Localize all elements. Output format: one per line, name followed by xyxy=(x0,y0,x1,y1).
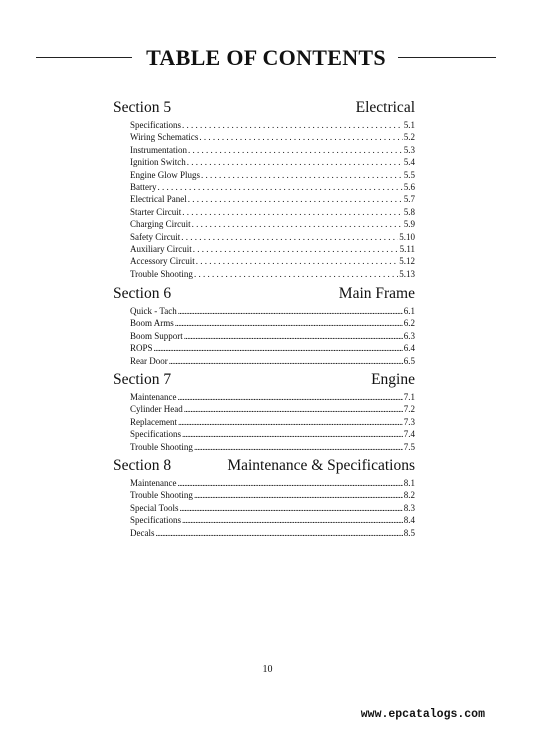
toc-header xyxy=(36,44,496,74)
entry-page: 7.1 xyxy=(403,392,415,402)
entry-page: 5.4 xyxy=(403,157,415,168)
toc-section-5 xyxy=(113,98,415,280)
toc-entry[interactable] xyxy=(130,131,415,143)
toc-entry[interactable] xyxy=(130,489,415,501)
entry-list xyxy=(130,119,415,280)
toc-entry[interactable] xyxy=(130,144,415,156)
entry-page: 6.5 xyxy=(403,355,415,366)
entry-page: 7.3 xyxy=(403,416,415,427)
entry-list xyxy=(130,477,415,539)
entry-label: Specifications xyxy=(130,120,181,130)
section-name: Main Frame xyxy=(338,285,415,302)
toc-entry[interactable] xyxy=(130,156,415,168)
entry-page: 6.3 xyxy=(403,330,415,341)
dot-leader xyxy=(184,330,403,342)
entry-label: Maintenance xyxy=(130,392,177,402)
section-name: Engine xyxy=(371,371,415,388)
toc-entry[interactable] xyxy=(130,169,415,181)
entry-label: Specifications xyxy=(130,429,181,440)
entry-page: 5.2 xyxy=(403,132,415,143)
dot-leader xyxy=(201,169,403,181)
entry-list xyxy=(130,305,415,367)
entry-label: Special Tools xyxy=(130,502,179,513)
toc-entry[interactable] xyxy=(130,119,415,131)
entry-label: Trouble Shooting xyxy=(130,490,193,501)
entry-label: Wiring Schematics xyxy=(130,132,199,143)
entry-label: Boom Support xyxy=(130,330,183,341)
toc-entry[interactable] xyxy=(130,268,415,280)
section-name: Electrical xyxy=(355,99,415,116)
entry-label: Ignition Switch xyxy=(130,157,186,168)
toc-entry[interactable] xyxy=(130,193,415,205)
entry-label: Safety Circuit xyxy=(130,231,181,242)
toc-entry[interactable] xyxy=(130,416,415,428)
page-number: 10 xyxy=(262,664,273,675)
entry-page: 7.2 xyxy=(403,404,415,415)
entry-label: Accessory Circuit xyxy=(130,256,195,267)
entry-page: 8.1 xyxy=(403,478,415,488)
dot-leader xyxy=(175,317,403,329)
dot-leader xyxy=(196,255,399,267)
entry-label: Quick - Tach xyxy=(130,306,177,316)
entry-label: Decals xyxy=(130,527,155,538)
toc-entry[interactable] xyxy=(130,441,415,453)
entry-page: 5.1 xyxy=(403,120,415,130)
entry-page: 5.5 xyxy=(403,169,415,180)
section-heading xyxy=(113,456,415,476)
entry-page: 5.7 xyxy=(403,194,415,205)
entry-label: Auxiliary Circuit xyxy=(130,243,192,254)
entry-page: 8.4 xyxy=(403,515,415,526)
dot-leader xyxy=(169,355,403,367)
entry-label: Battery xyxy=(130,181,157,192)
dot-leader xyxy=(187,156,403,168)
entry-label: Replacement xyxy=(130,416,177,427)
toc-entry[interactable] xyxy=(130,514,415,526)
dot-leader xyxy=(194,268,398,280)
toc-entry[interactable] xyxy=(130,243,415,255)
toc-entry[interactable] xyxy=(130,181,415,193)
toc-entry[interactable] xyxy=(130,255,415,267)
entry-page: 8.3 xyxy=(403,502,415,513)
toc-entry[interactable] xyxy=(130,206,415,218)
section-number: Section 5 xyxy=(113,99,172,116)
entry-label: Charging Circuit xyxy=(130,219,191,230)
toc-entry[interactable] xyxy=(130,218,415,230)
toc-entry[interactable] xyxy=(130,317,415,329)
section-name: Maintenance & Specifications xyxy=(227,457,415,474)
entry-page: 5.6 xyxy=(403,181,415,192)
section-heading xyxy=(113,370,415,390)
toc-entry[interactable] xyxy=(130,403,415,415)
toc-entry[interactable] xyxy=(130,391,415,403)
toc-entry[interactable] xyxy=(130,231,415,243)
toc-entry[interactable] xyxy=(130,502,415,514)
dot-leader xyxy=(182,119,403,131)
entry-page: 8.2 xyxy=(403,490,415,501)
dot-leader xyxy=(194,441,403,453)
section-heading xyxy=(113,284,415,304)
entry-label: Electrical Panel xyxy=(130,194,187,205)
entry-page: 7.4 xyxy=(403,429,415,440)
dot-leader xyxy=(199,131,402,143)
dot-leader xyxy=(177,391,402,403)
entry-page: 5.10 xyxy=(399,231,415,242)
entry-page: 6.4 xyxy=(403,343,415,354)
section-number: Section 6 xyxy=(113,285,172,302)
footer-url[interactable]: www.epcatalogs.com xyxy=(360,708,485,721)
entry-label: ROPS xyxy=(130,343,153,354)
page-title: TABLE OF CONTENTS xyxy=(146,45,386,70)
dot-leader xyxy=(178,416,403,428)
entry-label: Rear Door xyxy=(130,355,168,366)
dot-leader xyxy=(193,243,399,255)
toc-entry[interactable] xyxy=(130,477,415,489)
entry-label: Boom Arms xyxy=(130,318,174,329)
toc-section-8 xyxy=(113,456,415,539)
entry-label: Starter Circuit xyxy=(130,206,182,217)
dot-leader xyxy=(192,218,403,230)
dot-leader xyxy=(178,305,403,317)
entry-page: 5.11 xyxy=(399,243,415,254)
entry-label: Trouble Shooting xyxy=(130,441,193,452)
dot-leader xyxy=(188,144,403,156)
dot-leader xyxy=(182,206,403,218)
entry-page: 5.12 xyxy=(399,256,415,267)
entry-page: 5.13 xyxy=(399,268,415,279)
entry-page: 8.5 xyxy=(403,527,415,538)
entry-list xyxy=(130,391,415,453)
dot-leader xyxy=(179,502,402,514)
dot-leader xyxy=(188,193,403,205)
toc-entry[interactable] xyxy=(130,330,415,342)
entry-label: Instrumentation xyxy=(130,144,187,155)
title-rule-right xyxy=(398,57,496,58)
entry-page: 7.5 xyxy=(403,441,415,452)
section-number: Section 7 xyxy=(113,371,172,388)
dot-leader xyxy=(182,514,403,526)
entry-label: Engine Glow Plugs xyxy=(130,169,201,180)
section-number: Section 8 xyxy=(113,457,172,474)
entry-page: 5.3 xyxy=(403,144,415,155)
toc-entry[interactable] xyxy=(130,355,415,367)
entry-label: Cylinder Head xyxy=(130,404,183,415)
dot-leader xyxy=(181,231,398,243)
toc-entry[interactable] xyxy=(130,428,415,440)
dot-leader xyxy=(184,403,403,415)
toc-section-6 xyxy=(113,284,415,367)
entry-page: 6.2 xyxy=(403,318,415,329)
entry-page: 5.9 xyxy=(403,219,415,230)
toc-entry[interactable] xyxy=(130,527,415,539)
dot-leader xyxy=(194,489,403,501)
dot-leader xyxy=(182,428,403,440)
section-heading xyxy=(113,98,415,118)
toc-entry[interactable] xyxy=(130,342,415,354)
entry-label: Trouble Shooting xyxy=(130,268,193,279)
dot-leader xyxy=(158,181,403,193)
entry-label: Maintenance xyxy=(130,478,177,488)
entry-label: Specifications xyxy=(130,515,181,526)
entry-page: 5.8 xyxy=(403,206,415,217)
entry-page: 6.1 xyxy=(403,306,415,316)
toc-section-7 xyxy=(113,370,415,453)
dot-leader xyxy=(177,477,402,489)
dot-leader xyxy=(156,527,403,539)
dot-leader xyxy=(154,342,403,354)
toc-entry[interactable] xyxy=(130,305,415,317)
